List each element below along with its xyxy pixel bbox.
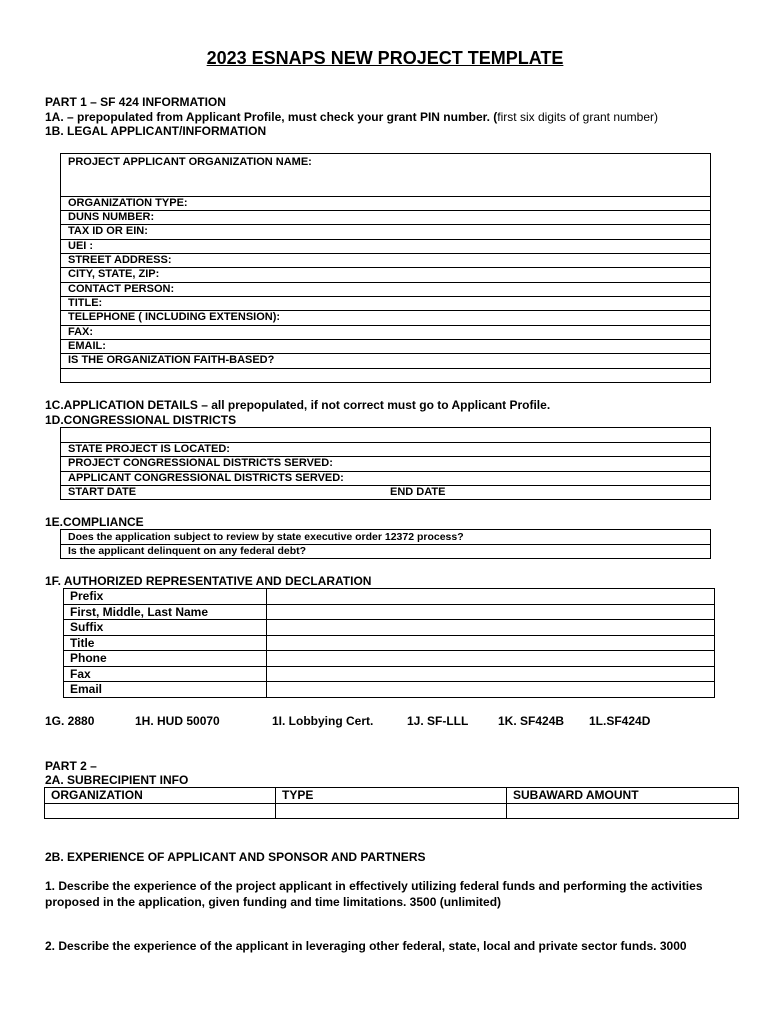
line-1b: 1B. LEGAL APPLICANT/INFORMATION xyxy=(45,124,267,138)
field-end-date: END DATE xyxy=(390,486,446,498)
table-row xyxy=(64,682,715,698)
field-state: STATE PROJECT IS LOCATED: xyxy=(68,443,230,455)
rep-email: Email xyxy=(64,682,267,698)
form-1j: 1J. SF-LLL xyxy=(407,714,469,728)
question-1: 1. Describe the experience of the project applicant in effectively utilizing federal funds and performing the activities proposed in the application, given funding and time limitations. 3500 (unlimited) xyxy=(45,879,703,909)
field-tax-id: TAX ID OR EIN: xyxy=(68,225,148,237)
field-email: EMAIL: xyxy=(68,340,106,352)
rep-suffix-value[interactable] xyxy=(267,620,715,636)
rep-phone: Phone xyxy=(64,651,267,667)
field-title: TITLE: xyxy=(68,297,103,309)
field-applicant-districts: APPLICANT CONGRESSIONAL DISTRICTS SERVED: xyxy=(68,472,344,484)
rep-fax: Fax xyxy=(64,666,267,682)
section-2a: 2A. SUBRECIPIENT INFO xyxy=(45,773,189,787)
form-1h: 1H. HUD 50070 xyxy=(135,714,220,728)
section-1e: 1E.COMPLIANCE xyxy=(45,515,144,529)
org-name-label: PROJECT APPLICANT ORGANIZATION NAME: xyxy=(68,156,312,168)
field-duns: DUNS NUMBER: xyxy=(68,211,155,223)
line-1a-normal: first six digits of grant number) xyxy=(497,110,659,124)
form-1l: 1L.SF424D xyxy=(589,714,651,728)
table-row xyxy=(64,666,715,682)
rep-name-value[interactable] xyxy=(267,604,715,620)
form-1i: 1I. Lobbying Cert. xyxy=(272,714,374,728)
section-1d: 1D.CONGRESSIONAL DISTRICTS xyxy=(45,413,237,427)
table-row xyxy=(45,788,739,804)
subrecipient-amount-cell[interactable] xyxy=(507,803,739,819)
field-contact: CONTACT PERSON: xyxy=(68,283,175,295)
section-2b: 2B. EXPERIENCE OF APPLICANT AND SPONSOR AND PARTNERS xyxy=(45,850,426,864)
col-subaward-amount: SUBAWARD AMOUNT xyxy=(507,788,739,804)
col-type: TYPE xyxy=(276,788,507,804)
districts-box xyxy=(60,427,711,500)
rep-name: First, Middle, Last Name xyxy=(64,604,267,620)
field-faith-based: IS THE ORGANIZATION FAITH-BASED? xyxy=(68,354,275,366)
field-street: STREET ADDRESS: xyxy=(68,254,172,266)
table-row xyxy=(45,803,739,819)
subrecipient-type-cell[interactable] xyxy=(276,803,507,819)
rep-title: Title xyxy=(64,635,267,651)
part2-heading: PART 2 – xyxy=(45,759,97,773)
rep-fax-value[interactable] xyxy=(267,666,715,682)
form-1g: 1G. 2880 xyxy=(45,714,95,728)
table-row xyxy=(64,651,715,667)
field-city: CITY, STATE, ZIP: xyxy=(68,268,160,280)
page-title: 2023 ESNAPS NEW PROJECT TEMPLATE xyxy=(206,48,564,68)
compliance-q2: Is the applicant delinquent on any federal debt? xyxy=(68,545,307,557)
rep-phone-value[interactable] xyxy=(267,651,715,667)
field-fax: FAX: xyxy=(68,326,94,338)
subrecipient-table xyxy=(44,787,739,819)
rep-suffix: Suffix xyxy=(64,620,267,636)
compliance-box xyxy=(60,529,711,559)
subrecipient-org-cell[interactable] xyxy=(45,803,276,819)
question-2: 2. Describe the experience of the applicant in leveraging other federal, state, local and private sector funds. 3000 xyxy=(45,939,687,953)
form-1k: 1K. SF424B xyxy=(498,714,565,728)
field-uei: UEI : xyxy=(68,240,94,252)
section-1c: 1C.APPLICATION DETAILS – all prepopulated, if not correct must go to Applicant Profile. xyxy=(45,398,551,412)
field-org-type: ORGANIZATION TYPE: xyxy=(68,197,188,209)
table-row xyxy=(64,604,715,620)
table-row xyxy=(64,635,715,651)
col-organization: ORGANIZATION xyxy=(45,788,276,804)
compliance-q1: Does the application subject to review by state executive order 12372 process? xyxy=(68,531,464,543)
rep-title-value[interactable] xyxy=(267,635,715,651)
representative-table xyxy=(63,588,715,698)
line-1a-bold: 1A. – prepopulated from Applicant Profile, must check your grant PIN number. ( xyxy=(45,110,498,124)
applicant-info-box xyxy=(60,153,711,383)
table-row xyxy=(64,620,715,636)
field-project-districts: PROJECT CONGRESSIONAL DISTRICTS SERVED: xyxy=(68,457,333,469)
table-row xyxy=(64,589,715,605)
part1-heading: PART 1 – SF 424 INFORMATION xyxy=(45,95,226,109)
rep-prefix-value[interactable] xyxy=(267,589,715,605)
rep-prefix: Prefix xyxy=(64,589,267,605)
rep-email-value[interactable] xyxy=(267,682,715,698)
line-1a xyxy=(45,110,658,124)
field-start-date: START DATE xyxy=(68,486,137,498)
field-telephone: TELEPHONE ( INCLUDING EXTENSION): xyxy=(68,311,281,323)
section-1f: 1F. AUTHORIZED REPRESENTATIVE AND DECLARATION xyxy=(45,574,372,588)
